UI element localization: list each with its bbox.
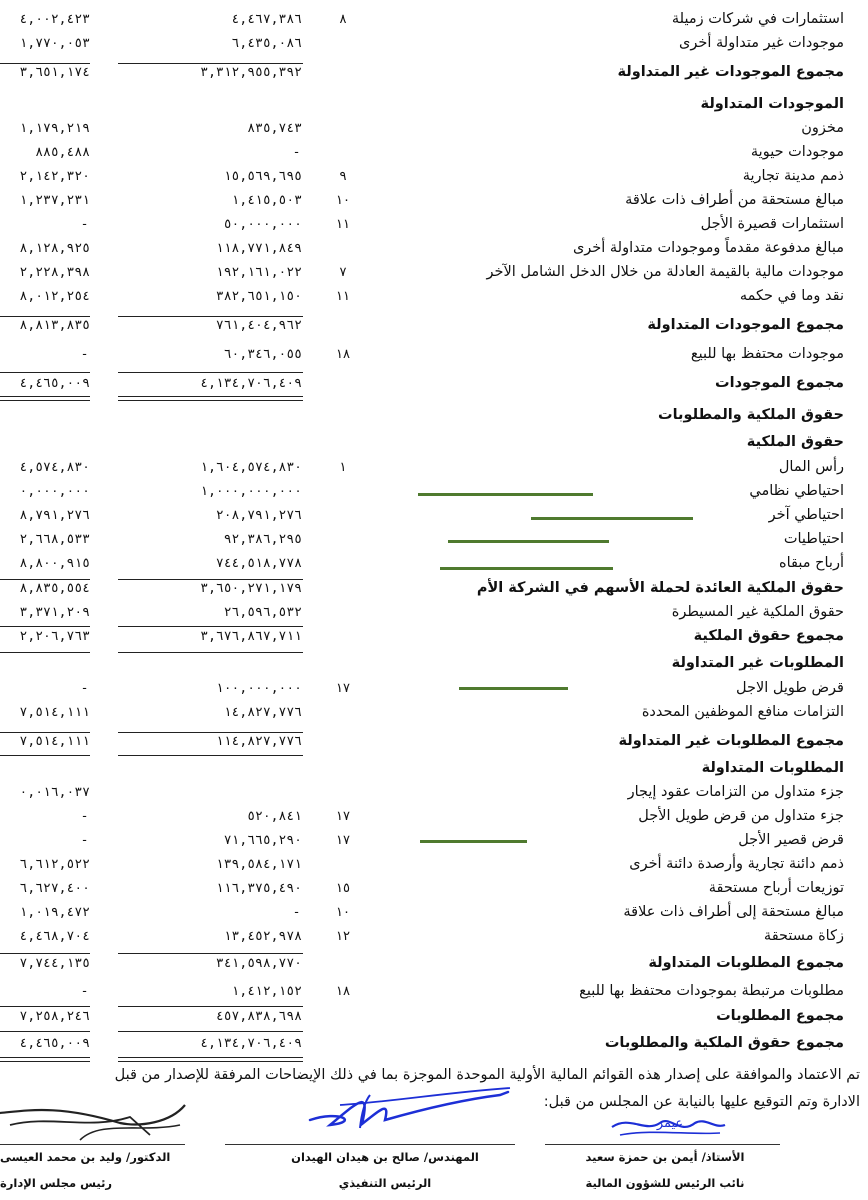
statement-row: [0, 733, 868, 757]
statement-row: [0, 760, 868, 784]
row-current-value: ١٤,٨٢٧,٧٧٦: [223, 705, 302, 720]
row-note: ١٧: [336, 809, 350, 824]
row-current-value: ٦٠,٣٤٦,٠٥٥: [223, 347, 302, 362]
highlight-mark: [420, 840, 527, 843]
statement-row: [0, 288, 868, 312]
rule: [0, 732, 90, 733]
row-current-value: ١,٠٠٠,٠٠٠,٠٠٠: [200, 484, 302, 499]
row-label: زكاة مستحقة: [763, 928, 844, 944]
statement-row: [0, 407, 868, 431]
row-note: ١١: [336, 217, 350, 232]
highlight-mark: [531, 517, 693, 520]
row-label: مجموع الموجودات المتداولة: [647, 317, 844, 333]
row-previous-value: ٧,٢٥٨,٢٤٦: [19, 1009, 90, 1024]
signatory-3-title: رئيس مجلس الإدارة: [0, 1176, 113, 1190]
double-rule: [0, 396, 90, 401]
row-previous-value: ٨,٧٩١,٢٧٦: [19, 508, 90, 523]
row-current-value: ١٠٠,٠٠٠,٠٠٠: [215, 681, 302, 696]
row-current-value: -: [292, 145, 302, 160]
row-label: حقوق الملكية العائدة لحملة الأسهم في الشركة الأم: [476, 580, 844, 596]
signature-line: [225, 1144, 515, 1145]
statement-row: [0, 580, 868, 604]
statement-row: [0, 264, 868, 288]
row-label: مجموع المطلوبات المتداولة: [648, 955, 844, 971]
statement-row: [0, 459, 868, 483]
row-label: قرض قصير الأجل: [738, 832, 844, 848]
signatory-3-name: الدكتور/ وليد بن محمد العيسى: [0, 1150, 171, 1164]
statement-row: [0, 808, 868, 832]
row-previous-value: ٨,٨٣٥,٥٥٤: [19, 581, 90, 596]
statement-row: [0, 120, 868, 144]
row-note: ٩: [339, 169, 347, 184]
row-current-value: ١٣٩,٥٨٤,١٧١: [215, 857, 302, 872]
highlight-mark: [440, 567, 613, 570]
row-label: مخزون: [801, 120, 844, 136]
rule: [0, 579, 90, 580]
signature-line: [0, 1144, 185, 1145]
rule: [118, 372, 303, 373]
signature-right: [600, 1105, 740, 1145]
row-previous-value: -: [80, 347, 90, 362]
row-previous-value: ٦,٦٢٧,٤٠٠: [19, 881, 90, 896]
signatory-2-title: الرئيس التنفيذي: [338, 1176, 432, 1190]
statement-row: [0, 144, 868, 168]
statement-row: [0, 168, 868, 192]
row-current-value: ٣٨٢,٦٥١,١٥٠: [215, 289, 302, 304]
row-current-value: ٧٤٤,٥١٨,٧٧٨: [215, 556, 302, 571]
row-label: مجموع الموجودات: [715, 375, 844, 391]
statement-row: [0, 704, 868, 728]
rule: [118, 63, 303, 64]
row-label: رأس المال: [778, 459, 844, 475]
row-label: التزامات منافع الموظفين المحددة: [641, 704, 844, 720]
row-note: ١١: [336, 289, 350, 304]
row-previous-value: ٨٨٥,٤٨٨: [35, 145, 90, 160]
row-note: ١٢: [336, 929, 350, 944]
double-rule: [118, 396, 303, 401]
row-label: مبالغ مدفوعة مقدماً وموجودات متداولة أخرى: [572, 240, 844, 256]
row-previous-value: ٧,٥١٤,١١١: [19, 705, 90, 720]
row-note: ١٧: [336, 681, 350, 696]
row-note: ١: [339, 460, 347, 475]
row-previous-value: ٢,١٤٢,٣٢٠: [19, 169, 90, 184]
highlight-mark: [448, 540, 609, 543]
statement-row: [0, 240, 868, 264]
row-previous-value: -: [80, 809, 90, 824]
row-current-value: ٤,٤٦٧,٣٨٦: [231, 12, 302, 27]
row-previous-value: ٧,٧٤٤,١٣٥: [19, 956, 90, 971]
row-label: احتياطي نظامي: [749, 483, 844, 499]
approval-line-1: تم الاعتماد والموافقة على إصدار هذه القوائم المالية الأولية الموحدة الموجزة بما في ذلك الإيضاحات المرفقة للإصدار من قبل: [114, 1067, 860, 1083]
row-label: مطلوبات مرتبطة بموجودات محتفظ بها للبيع: [579, 983, 844, 999]
row-current-value: ١١٤,٨٢٧,٧٧٦: [215, 734, 302, 749]
row-current-value: ٤,١٣٤,٧٠٦,٤٠٩: [200, 376, 302, 391]
statement-row: [0, 434, 868, 458]
highlight-mark: [459, 687, 568, 690]
row-current-value: ٤٥٧,٨٣٨,٦٩٨: [215, 1009, 302, 1024]
row-current-value: ٢٠٨,٧٩١,٢٧٦: [215, 508, 302, 523]
row-label: استثمارات قصيرة الأجل: [700, 216, 844, 232]
row-current-value: ١٣,٤٥٢,٩٧٨: [223, 929, 302, 944]
approval-line-2: الادارة وتم التوقيع عليها بالنيابة عن المجلس من قبل:: [543, 1094, 860, 1110]
row-note: ١٠: [336, 193, 350, 208]
rule: [0, 652, 90, 653]
row-label: موجودات حيوية: [750, 144, 844, 160]
row-current-value: ٥٠,٠٠٠,٠٠٠: [223, 217, 302, 232]
row-label: المطلوبات المتداولة: [701, 760, 844, 776]
row-current-value: ١,٦٠٤,٥٧٤,٨٣٠: [200, 460, 302, 475]
double-rule: [0, 1057, 90, 1062]
row-previous-value: ١,٧٧٠,٠٥٣: [19, 36, 90, 51]
statement-row: [0, 1035, 868, 1059]
row-previous-value: ٨,٠١٢,٢٥٤: [19, 289, 90, 304]
row-label: حقوق الملكية: [746, 434, 844, 450]
row-label: ذمم مدينة تجارية: [742, 168, 844, 184]
row-previous-value: ٤,٤٦٥,٠٠٩: [19, 376, 90, 391]
row-note: ٧: [339, 265, 347, 280]
row-current-value: ١,٤١٥,٥٠٣: [231, 193, 302, 208]
statement-row: [0, 604, 868, 628]
statement-row: [0, 96, 868, 120]
signature-center: [300, 1080, 600, 1140]
row-previous-value: ٦,٦١٢,٥٢٢: [19, 857, 90, 872]
row-label: الموجودات المتداولة: [700, 96, 844, 112]
statement-row: [0, 216, 868, 240]
row-label: أرباح مبقاه: [779, 555, 844, 571]
row-label: موجودات مالية بالقيمة العادلة من خلال الدخل الشامل الآخر: [486, 264, 844, 280]
rule: [118, 1031, 303, 1032]
row-previous-value: ٨,٨١٣,٨٣٥: [19, 318, 90, 333]
rule: [118, 652, 303, 653]
rule: [0, 1031, 90, 1032]
row-current-value: ١١٦,٣٧٥,٤٩٠: [215, 881, 302, 896]
row-label: مجموع حقوق الملكية: [693, 628, 844, 644]
row-previous-value: ٠,٠١٦,٠٣٧: [19, 785, 90, 800]
row-current-value: ٦,٤٣٥,٠٨٦: [231, 36, 302, 51]
rule: [118, 755, 303, 756]
row-previous-value: -: [80, 681, 90, 696]
statement-row: [0, 784, 868, 808]
row-label: مجموع المطلوبات: [716, 1008, 844, 1024]
statement-row: [0, 832, 868, 856]
statement-row: [0, 192, 868, 216]
statement-row: [0, 655, 868, 679]
rule: [0, 63, 90, 64]
rule: [0, 1006, 90, 1007]
row-current-value: ٣,٣١٢,٩٥٥,٣٩٢: [200, 65, 302, 80]
row-previous-value: ٤,٤٦٥,٠٠٩: [19, 1036, 90, 1051]
row-note: ٨: [339, 12, 347, 27]
statement-row: [0, 628, 868, 652]
row-previous-value: ٨,٨٠٠,٩١٥: [19, 556, 90, 571]
rule: [118, 316, 303, 317]
statement-row: [0, 555, 868, 579]
signatory-2-name: المهندس/ صالح بن هيدان الهيدان: [291, 1150, 479, 1164]
row-current-value: ٩٢,٣٨٦,٢٩٥: [223, 532, 302, 547]
row-previous-value: ٤,٠٠٢,٤٢٣: [19, 12, 90, 27]
statement-row: [0, 507, 868, 531]
row-previous-value: ٨,١٢٨,٩٢٥: [19, 241, 90, 256]
row-current-value: ٣,٦٧٦,٨٦٧,٧١١: [200, 629, 302, 644]
rule: [118, 953, 303, 954]
rule: [0, 953, 90, 954]
statement-row: [0, 856, 868, 880]
row-label: استثمارات في شركات زميلة: [671, 11, 844, 27]
row-label: موجودات غير متداولة أخرى: [679, 35, 844, 51]
row-previous-value: ٤,٤٦٨,٧٠٤: [19, 929, 90, 944]
statement-row: [0, 880, 868, 904]
row-current-value: ١,٤١٢,١٥٢: [231, 984, 302, 999]
signature-right-text: عيمر: [656, 1116, 684, 1131]
row-note: ١٠: [336, 905, 350, 920]
row-label: مجموع المطلوبات غير المتداولة: [618, 733, 844, 749]
statement-row: [0, 928, 868, 952]
row-label: المطلوبات غير المتداولة: [671, 655, 844, 671]
row-label: جزء متداول من التزامات عقود إيجار: [627, 784, 844, 800]
row-label: احتياطيات: [783, 531, 844, 547]
row-label: توزيعات أرباح مستحقة: [708, 880, 844, 896]
row-note: ١٨: [336, 984, 350, 999]
rule: [0, 755, 90, 756]
rule: [0, 372, 90, 373]
rule: [118, 732, 303, 733]
row-current-value: ٨٣٥,٧٤٣: [247, 121, 302, 136]
signature-line: [545, 1144, 780, 1145]
rule: [118, 1006, 303, 1007]
statement-row: [0, 983, 868, 1007]
row-previous-value: -: [80, 833, 90, 848]
statement-row: [0, 955, 868, 979]
row-label: موجودات محتفظ بها للبيع: [690, 346, 844, 362]
row-current-value: ٣٤١,٥٩٨,٧٧٠: [215, 956, 302, 971]
rule: [118, 626, 303, 627]
row-previous-value: ١,٢٣٧,٢٣١: [19, 193, 90, 208]
row-previous-value: ٤,٥٧٤,٨٣٠: [19, 460, 90, 475]
row-label: ذمم دائنة تجارية وأرصدة دائنة أخرى: [629, 856, 844, 872]
row-note: ١٧: [336, 833, 350, 848]
row-current-value: ١٥,٥٦٩,٦٩٥: [223, 169, 302, 184]
row-previous-value: ٢,٢٠٦,٧٦٣: [19, 629, 90, 644]
statement-row: [0, 1008, 868, 1032]
statement-row: [0, 317, 868, 341]
rule: [0, 316, 90, 317]
statement-row: [0, 11, 868, 35]
statement-row: [0, 531, 868, 555]
statement-row: [0, 346, 868, 370]
row-label: احتياطي آخر: [768, 507, 844, 523]
statement-row: [0, 680, 868, 704]
row-label: مبالغ مستحقة إلى أطراف ذات علاقة: [623, 904, 844, 920]
double-rule: [118, 1057, 303, 1062]
row-label: مجموع الموجودات غير المتداولة: [617, 64, 844, 80]
signature-left: [0, 1095, 200, 1145]
row-previous-value: -: [80, 984, 90, 999]
row-previous-value: ٢,٦٦٨,٥٣٣: [19, 532, 90, 547]
row-previous-value: ٣,٦٥١,١٧٤: [19, 65, 90, 80]
row-current-value: ١١٨,٧٧١,٨٤٩: [215, 241, 302, 256]
row-previous-value: ٧,٥١٤,١١١: [19, 734, 90, 749]
row-label: قرض طويل الاجل: [736, 680, 844, 696]
signatory-1-title: نائب الرئيس للشؤون المالية: [585, 1176, 745, 1190]
row-previous-value: ١,١٧٩,٢١٩: [19, 121, 90, 136]
row-label: نقد وما في حكمه: [739, 288, 844, 304]
row-current-value: -: [292, 905, 302, 920]
highlight-mark: [418, 493, 593, 496]
row-current-value: ٧١,٦٦٥,٢٩٠: [223, 833, 302, 848]
row-current-value: ٢٦,٥٩٦,٥٣٢: [223, 605, 302, 620]
row-current-value: ٣,٦٥٠,٢٧١,١٧٩: [200, 581, 302, 596]
row-label: مجموع حقوق الملكية والمطلوبات: [604, 1035, 844, 1051]
row-current-value: ٤,١٣٤,٧٠٦,٤٠٩: [200, 1036, 302, 1051]
statement-row: [0, 904, 868, 928]
signatory-1-name: الأستاذ/ أيمن بن حمزة سعيد: [585, 1150, 745, 1164]
row-label: جزء متداول من قرض طويل الأجل: [638, 808, 844, 824]
row-current-value: ١٩٢,١٦١,٠٢٢: [215, 265, 302, 280]
row-note: ١٨: [336, 347, 350, 362]
row-label: حقوق الملكية والمطلوبات: [658, 407, 844, 423]
statement-row: [0, 64, 868, 88]
row-previous-value: ١,٠١٩,٤٧٢: [19, 905, 90, 920]
rule: [118, 579, 303, 580]
row-current-value: ٥٢٠,٨٤١: [247, 809, 302, 824]
row-previous-value: -: [80, 217, 90, 232]
row-previous-value: ٠,٠٠٠,٠٠٠: [19, 484, 90, 499]
row-label: مبالغ مستحقة من أطراف ذات علاقة: [625, 192, 844, 208]
statement-row: [0, 35, 868, 59]
row-previous-value: ٢,٢٢٨,٣٩٨: [19, 265, 90, 280]
row-previous-value: ٣,٣٧١,٢٠٩: [19, 605, 90, 620]
row-current-value: ٧٦١,٤٠٤,٩٦٢: [215, 318, 302, 333]
rule: [0, 626, 90, 627]
row-label: حقوق الملكية غير المسيطرة: [671, 604, 844, 620]
row-note: ١٥: [336, 881, 350, 896]
